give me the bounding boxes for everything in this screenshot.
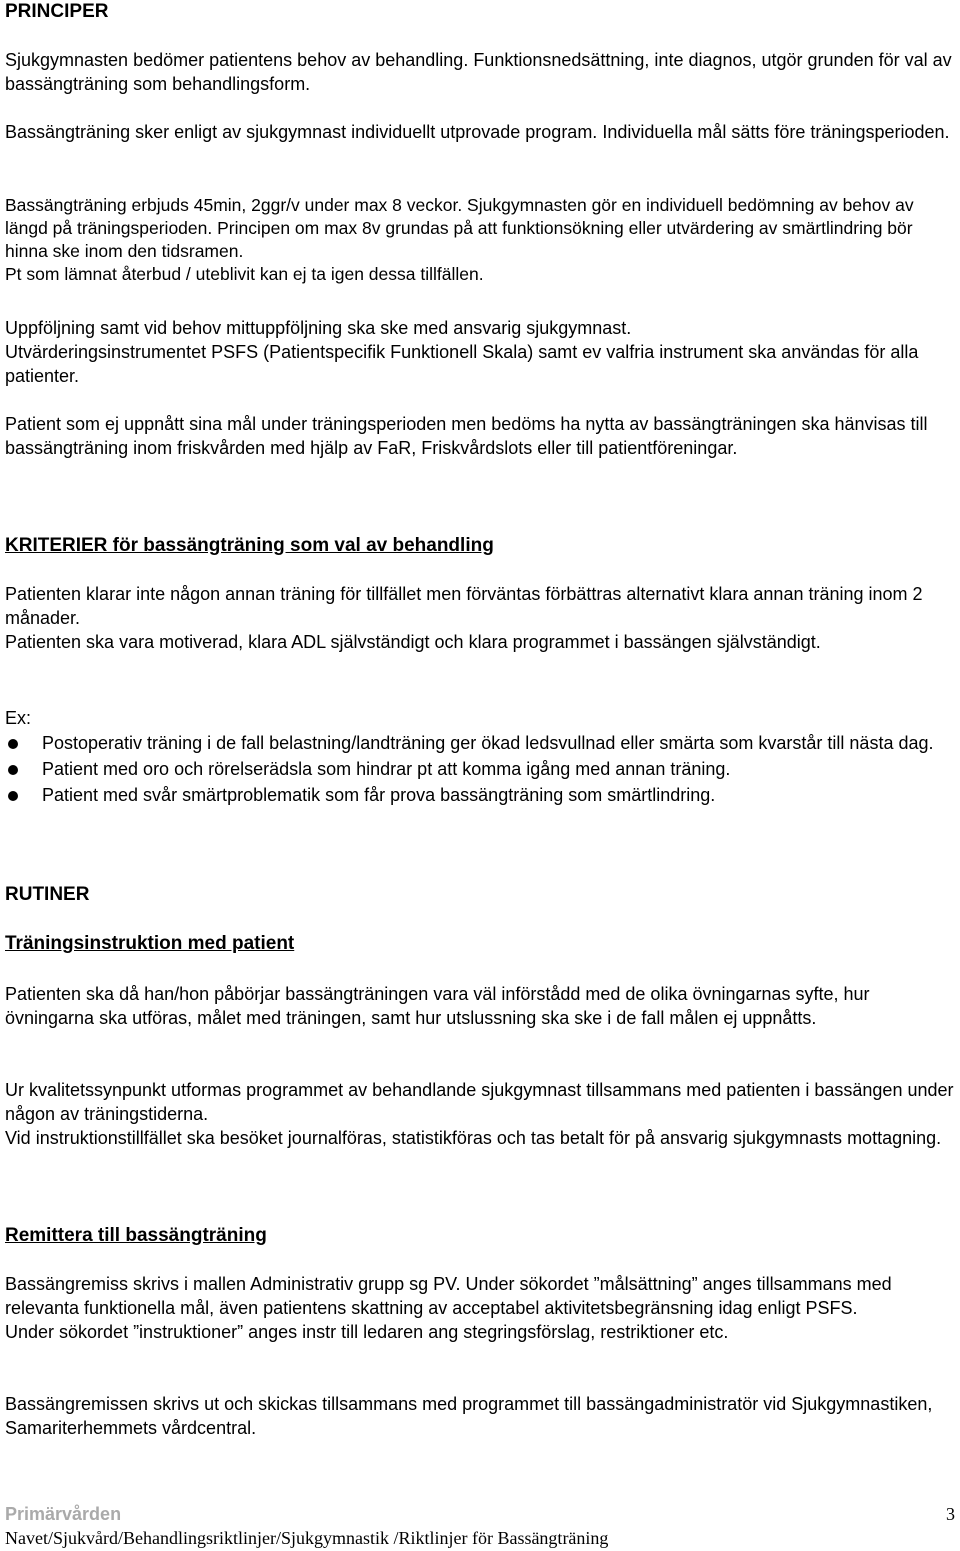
heading-rutiner: RUTINER	[5, 884, 90, 905]
paragraph-principer-3	[5, 194, 955, 286]
paragraph-kriterier-1: Patienten klarar inte någon annan träning för tillfället men förväntas förbättras alternativt klara annan träning inom 2 månader.	[5, 584, 923, 628]
examples-label: Ex:	[5, 708, 32, 728]
paragraph-principer-4	[5, 316, 955, 388]
paragraph-principer-2: Bassängträning sker enligt av sjukgymnast individuellt utprovade program. Individuella mål sätts före träningsperioden.	[5, 122, 950, 142]
heading-kriterier: KRITERIER för bassängträning som val av behandling	[5, 535, 494, 556]
paragraph-rutiner-4: Bassängremissen skrivs ut och skickas tillsammans med programmet till bassängadministratör vid Sjukgymnastiken, Samariterhemmets vårdcentral.	[5, 1394, 933, 1438]
examples-list	[5, 731, 955, 809]
paragraph-rutiner-3	[5, 1272, 955, 1344]
paragraph-rutiner-1: Patienten ska då han/hon påbörjar bassängträningen vara väl införstådd med de olika övningarnas syfte, hur övningarna ska utföras, målet med träningen, samt hur utslussning ska ske i de fall målen ej uppnåtts.	[5, 984, 870, 1028]
paragraph-principer-3-note: Pt som lämnat återbud / uteblivit kan ej ta igen dessa tillfällen.	[5, 264, 484, 284]
paragraph-principer-3-main: Bassängträning erbjuds 45min, 2ggr/v under max 8 veckor. Sjukgymnasten gör en individuell bedömning av behov av längd på träningsperioden. Principen om max 8v grundas på att funktionsökning eller utvärdering av smärtlindring bör hinna ske inom den tidsramen.	[5, 195, 914, 261]
paragraph-kriterier-2: Patienten ska vara motiverad, klara ADL självständigt och klara programmet i bassängen självständigt.	[5, 632, 821, 652]
list-item: Postoperativ träning i de fall belastning/landträning ger ökad ledsvullnad eller smärta som kvarstår till nästa dag.	[5, 731, 955, 756]
paragraph-principer-1: Sjukgymnasten bedömer patientens behov av behandling. Funktionsnedsättning, inte diagnos, utgör grunden för val av bassängträning som behandlingsform.	[5, 50, 952, 94]
page-number: 3	[946, 1504, 955, 1524]
paragraph-principer-4-note: Utvärderingsinstrumentet PSFS (Patientspecifik Funktionell Skala) samt ev valfria instrument ska användas för alla patienter.	[5, 342, 919, 386]
paragraph-rutiner-2	[5, 1078, 955, 1150]
bullet-icon	[8, 791, 18, 801]
bullet-icon	[8, 765, 18, 775]
paragraph-rutiner-2-main: Ur kvalitetssynpunkt utformas programmet av behandlande sjukgymnast tillsammans med patienten i bassängen under någon av träningstiderna.	[5, 1080, 954, 1124]
footer-path: Navet/Sjukvård/Behandlingsriktlinjer/Sjukgymnastik /Riktlinjer för Bassängträning	[5, 1528, 609, 1548]
paragraph-rutiner-3-main: Bassängremiss skrivs i mallen Administrativ grupp sg PV. Under sökordet ”målsättning” anges tillsammans med relevanta funktionella mål, även patientens skattning av acceptabel aktivitetsbegränsning idag enligt PSFS.	[5, 1274, 892, 1318]
heading-principer: PRINCIPER	[5, 1, 109, 22]
paragraph-principer-5: Patient som ej uppnått sina mål under träningsperioden men bedöms ha nytta av bassängträningen ska hänvisas till bassängträning inom friskvården med hjälp av FaR, Friskvårdslots eller till patientföreningar.	[5, 414, 928, 458]
list-item: Patient med svår smärtproblematik som får prova bassängträning som smärtlindring.	[5, 783, 955, 808]
subheading-remittera: Remittera till bassängträning	[5, 1225, 267, 1246]
subheading-traningsinstruktion: Träningsinstruktion med patient	[5, 933, 295, 954]
paragraph-rutiner-2-note: Vid instruktionstillfället ska besöket journalföras, statistikföras och tas betalt för på ansvarig sjukgymnasts mottagning.	[5, 1128, 942, 1148]
footer-org: Primärvården	[5, 1504, 122, 1524]
list-item: Patient med oro och rörelserädsla som hindrar pt att komma igång med annan träning.	[5, 757, 955, 782]
bullet-icon	[8, 739, 18, 749]
paragraph-rutiner-3-note: Under sökordet ”instruktioner” anges instr till ledaren ang stegringsförslag, restriktioner etc.	[5, 1322, 729, 1342]
paragraph-principer-4-main: Uppföljning samt vid behov mittuppföljning ska ske med ansvarig sjukgymnast.	[5, 318, 632, 338]
